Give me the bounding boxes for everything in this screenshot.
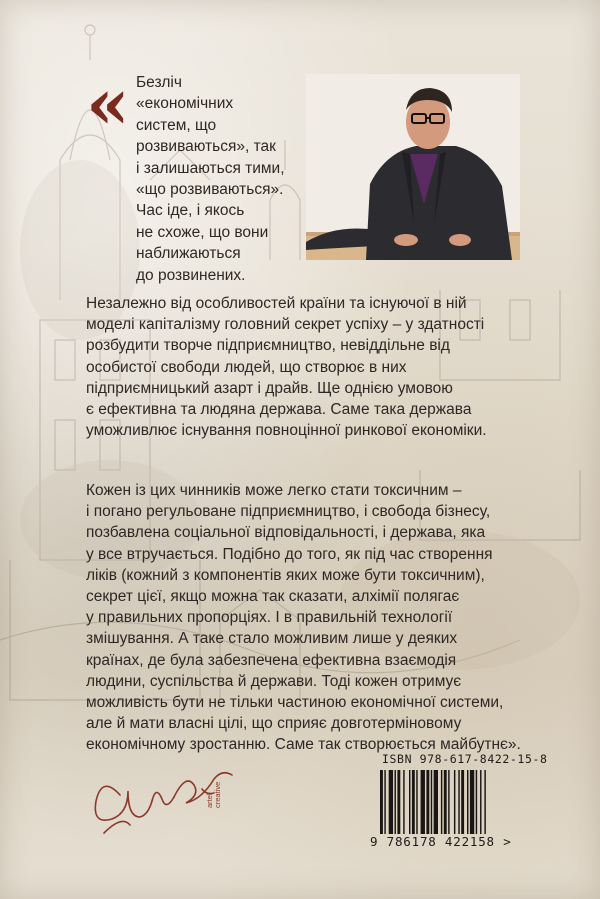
barcode-bar <box>395 770 396 834</box>
quote-line: систем, що <box>136 116 217 134</box>
barcode-bar <box>389 770 393 834</box>
paragraph-line: секрет цієї, якщо можна так сказати, алхімії полягає <box>86 588 460 606</box>
quote-mark-icon: « <box>86 62 124 145</box>
quote-line: «що розвиваються». <box>136 181 284 199</box>
barcode-icon <box>378 770 520 834</box>
barcode-bar <box>426 770 429 834</box>
quote-line: Час іде, і якось <box>136 202 245 220</box>
barcode-number: 9 786178 422158 > <box>370 834 512 849</box>
barcode-bar <box>409 770 410 834</box>
barcode-bar <box>454 770 455 834</box>
publisher-line-1: artel <box>205 793 214 808</box>
paragraph-line: економічному зростанню. Саме так створюється майбутнє». <box>86 736 521 754</box>
barcode-bar <box>448 770 449 834</box>
body-paragraph-1 <box>86 293 536 441</box>
paragraph-line: уможливлює існування повноцінної ринкової економіки. <box>86 422 487 440</box>
barcode-bar <box>467 770 468 834</box>
author-photo <box>306 74 520 260</box>
paragraph-line: особистої свободи людей, що створює в них <box>86 358 407 376</box>
quote-line: до розвинених. <box>136 266 246 284</box>
paragraph-line: у все втручається. Подібно до того, як під час створення <box>86 545 493 563</box>
barcode-bar <box>484 770 485 834</box>
barcode-bar <box>480 770 481 834</box>
paragraph-line: можливість бути не тільки частиною економічної системи, <box>86 694 504 712</box>
paragraph-line: Кожен із цих чинників може легко стати токсичним – <box>86 482 462 499</box>
paragraph-line: і погано регульоване підприємництво, і свобода бізнесу, <box>86 503 491 521</box>
paragraph-line: але й мати власні цілі, що сприяє довготерміновому <box>86 715 462 733</box>
barcode-bar <box>421 770 425 834</box>
quote-line: і залишаються тими, <box>136 159 285 177</box>
paragraph-line: позбавлена соціальної відповідальності, і держава, яка <box>86 524 486 542</box>
quote-line: наближаються <box>136 245 241 263</box>
quote-line: не схоже, що вони <box>136 223 269 241</box>
quote-line: Безліч <box>136 74 182 91</box>
paragraph-line: Незалежно від особливостей країни та існуючої в ній <box>86 295 467 312</box>
barcode-bar <box>397 770 400 834</box>
barcode-bar <box>412 770 415 834</box>
paragraph-line: підприємницький азарт і драйв. Ще однією умовою <box>86 379 453 397</box>
paragraph-line: країнах, де була забезпечена ефективна взаємодія <box>86 651 457 669</box>
barcode-bar <box>431 770 432 834</box>
barcode-bar <box>470 770 474 834</box>
barcode-bar <box>434 770 438 834</box>
paragraph-line: є ефективна та людяна держава. Саме така держава <box>86 401 472 419</box>
barcode-bar <box>403 770 404 834</box>
barcode-bar <box>384 770 385 834</box>
publisher-name <box>206 782 222 808</box>
paragraph-line: розбудити творче підприємництво, невіддільне від <box>86 337 450 355</box>
pull-quote <box>136 72 296 286</box>
paragraph-line: ліків (кожний з компонентів яких може бути токсичним), <box>86 566 485 584</box>
barcode-bar <box>441 770 442 834</box>
barcode-bar <box>416 770 417 834</box>
quote-line: «економічних <box>136 95 234 113</box>
barcode-bar <box>444 770 447 834</box>
paragraph-line: моделі капіталізму головний секрет успіху – у здатності <box>86 316 485 334</box>
isbn-text: ISBN 978-617-8422-15-8 <box>382 752 548 766</box>
barcode-bar <box>458 770 459 834</box>
paragraph-line: людини, суспільства й держави. Тоді кожен отримує <box>86 672 462 690</box>
artel-creative-logo-icon <box>82 755 252 845</box>
barcode-bar <box>476 770 477 834</box>
quote-line: розвиваються», так <box>136 138 276 156</box>
paragraph-line: змішування. А таке стало можливим лише у деяких <box>86 630 458 648</box>
paragraph-line: у правильних пропорціях. І в правильній технології <box>86 609 453 627</box>
barcode-bar <box>461 770 464 834</box>
barcode-bar <box>380 770 383 834</box>
body-paragraph-2 <box>86 480 536 756</box>
publisher-line-2: creative <box>213 781 222 808</box>
